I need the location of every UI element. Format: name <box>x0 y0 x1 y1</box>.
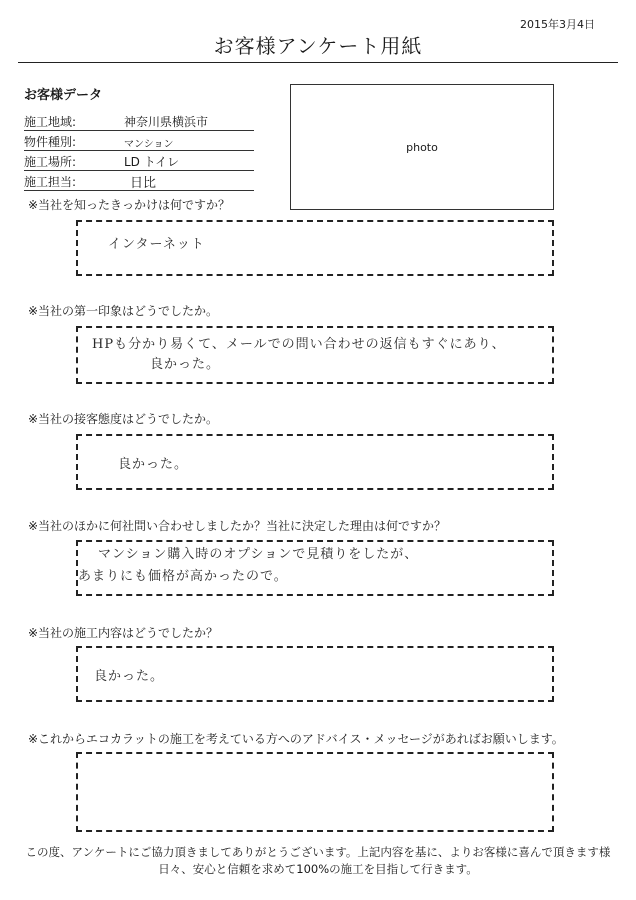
question-4: ※当社のほかに何社問い合わせしましたか？当社に決定した理由は何ですか？ <box>28 519 447 533</box>
info-row-staff <box>24 170 254 191</box>
footer-message <box>18 844 618 878</box>
info-label: 施工場所: <box>24 155 77 169</box>
info-label: 施工地域: <box>24 115 77 129</box>
info-row-area <box>24 110 254 131</box>
answer-3-line-1: 良かった。 <box>118 457 189 472</box>
info-row-location <box>24 150 254 171</box>
answer-4-line-2: あまりにも価格が高かったので。 <box>78 569 288 584</box>
photo-label: photo <box>406 141 438 154</box>
info-value: LD トイレ <box>124 155 180 169</box>
info-label: 施工担当: <box>24 175 77 189</box>
info-value: 神奈川県横浜市 <box>124 115 209 129</box>
question-5: ※当社の施工内容はどうでしたか？ <box>28 626 219 640</box>
answer-2-line-2: 良かった。 <box>150 357 221 372</box>
info-label: 物件種別: <box>24 135 77 149</box>
answer-4-line-1: マンション購入時のオプションで見積りをしたが、 <box>98 547 419 562</box>
answer-box-2 <box>76 326 554 384</box>
title-divider <box>18 62 618 63</box>
question-3: ※当社の接客態度はどうでしたか。 <box>28 412 219 426</box>
photo-placeholder <box>290 84 554 210</box>
answer-box-3 <box>76 434 554 490</box>
info-value: マンション <box>124 139 174 150</box>
answer-box-5 <box>76 646 554 702</box>
customer-data-heading: お客様データ <box>24 88 103 103</box>
info-value: 日比 <box>130 176 157 191</box>
page-title: お客様アンケート用紙 <box>213 34 423 58</box>
answer-2-line-1: HPも分かり易くて、メールでの問い合わせの返信もすぐにあり、 <box>92 337 506 352</box>
question-6: ※これからエコカラットの施工を考えている方へのアドバイス・メッセージがあればお願いします。 <box>28 732 564 746</box>
question-2: ※当社の第一印象はどうでしたか。 <box>28 304 219 318</box>
answer-box-4 <box>76 540 554 596</box>
footer-line-2: 日々、安心と信頼を求めて100%の施工を目指して行きます。 <box>158 862 478 876</box>
answer-1-line-1: インターネット <box>108 237 205 252</box>
answer-box-1 <box>76 220 554 276</box>
survey-date: 2015年3月4日 <box>520 18 595 31</box>
footer-line-1: この度、アンケートにご協力頂きましてありがとうございます。上記内容を基に、よりお客様に喜んで頂きます様 <box>25 845 611 859</box>
info-row-property-type <box>24 130 254 151</box>
question-1: ※当社を知ったきっかけは何ですか？ <box>28 198 231 212</box>
answer-5-line-1: 良かった。 <box>94 669 165 684</box>
answer-box-6 <box>76 752 554 832</box>
